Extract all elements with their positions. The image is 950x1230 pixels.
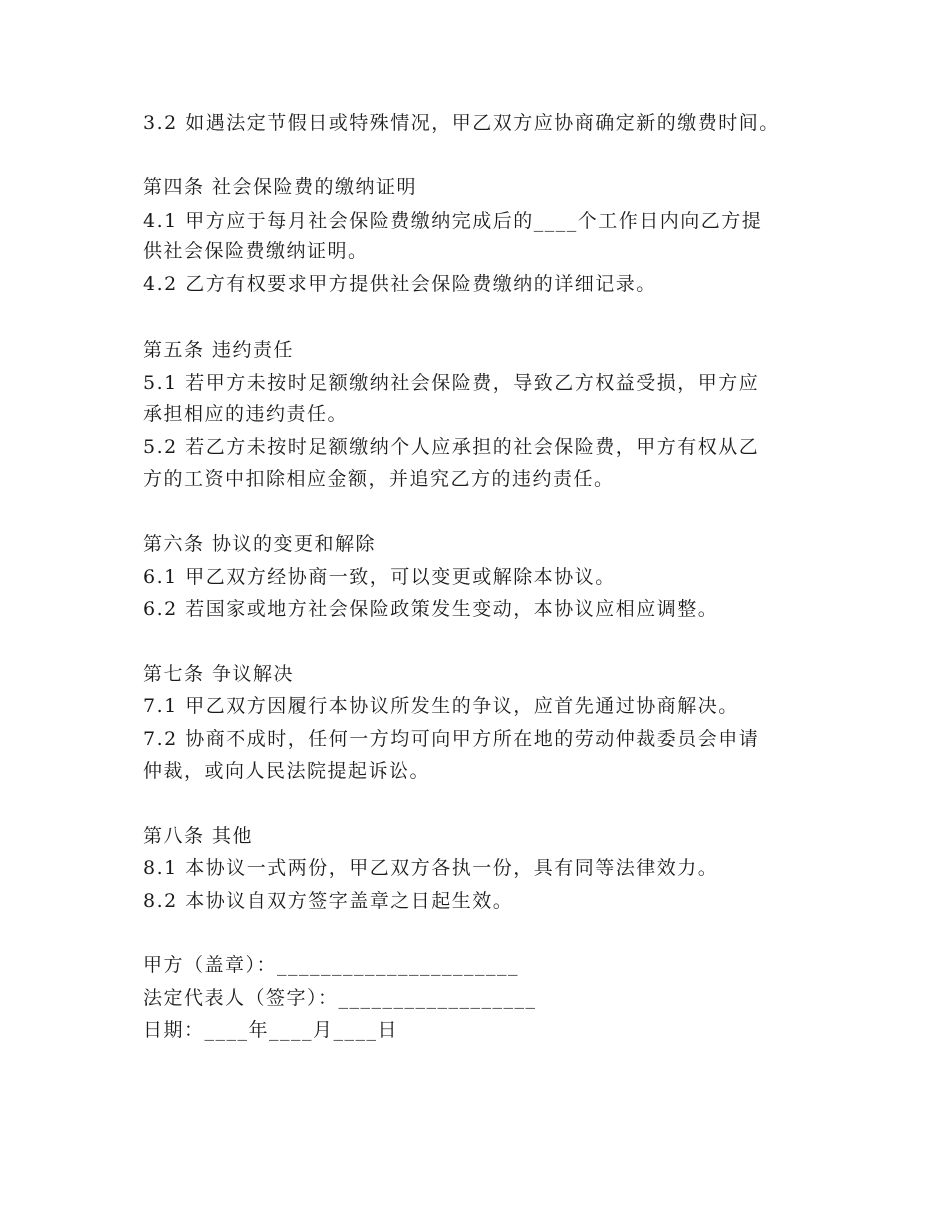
clause-8-1: 8.1 本协议一式两份，甲乙双方各执一份，具有同等法律效力。 xyxy=(143,857,719,879)
clause-5-1-line-2: 承担相应的违约责任。 xyxy=(143,403,349,425)
clause-4-2: 4.2 乙方有权要求甲方提供社会保险费缴纳的详细记录。 xyxy=(143,273,657,295)
date-line: 日期：____年____月____日 xyxy=(143,1019,399,1041)
clause-5-2-line-2: 方的工资中扣除相应金额，并追究乙方的违约责任。 xyxy=(143,468,615,490)
clause-4-1-line-1: 4.1 甲方应于每月社会保险费缴纳完成后的____个工作日内向乙方提 xyxy=(143,210,763,232)
clause-7-2-line-1: 7.2 协商不成时，任何一方均可向甲方所在地的劳动仲裁委员会申请 xyxy=(143,728,760,750)
article-5-heading: 第五条 违约责任 xyxy=(143,339,295,361)
clause-4-1-line-2: 供社会保险费缴纳证明。 xyxy=(143,240,369,262)
clause-6-1: 6.1 甲乙双方经协商一致，可以变更或解除本协议。 xyxy=(143,566,616,588)
party-a-seal-line: 甲方（盖章）：______________________ xyxy=(143,954,520,976)
article-8-heading: 第八条 其他 xyxy=(143,825,254,847)
article-4-heading: 第四条 社会保险费的缴纳证明 xyxy=(143,176,418,198)
clause-6-2: 6.2 若国家或地方社会保险政策发生变动，本协议应相应调整。 xyxy=(143,598,719,620)
clause-7-2-line-2: 仲裁，或向人民法院提起诉讼。 xyxy=(143,760,431,782)
article-7-heading: 第七条 争议解决 xyxy=(143,663,295,685)
clause-8-2: 8.2 本协议自双方签字盖章之日起生效。 xyxy=(143,890,514,912)
legal-representative-signature-line: 法定代表人（签字）：__________________ xyxy=(143,987,537,1009)
clause-3-2: 3.2 如遇法定节假日或特殊情况，甲乙双方应协商确定新的缴费时间。 xyxy=(143,112,780,134)
article-6-heading: 第六条 协议的变更和解除 xyxy=(143,533,377,555)
clause-5-2-line-1: 5.2 若乙方未按时足额缴纳个人应承担的社会保险费，甲方有权从乙 xyxy=(143,436,760,458)
clause-7-1: 7.1 甲乙双方因履行本协议所发生的争议，应首先通过协商解决。 xyxy=(143,695,739,717)
clause-5-1-line-1: 5.1 若甲方未按时足额缴纳社会保险费，导致乙方权益受损，甲方应 xyxy=(143,372,760,394)
